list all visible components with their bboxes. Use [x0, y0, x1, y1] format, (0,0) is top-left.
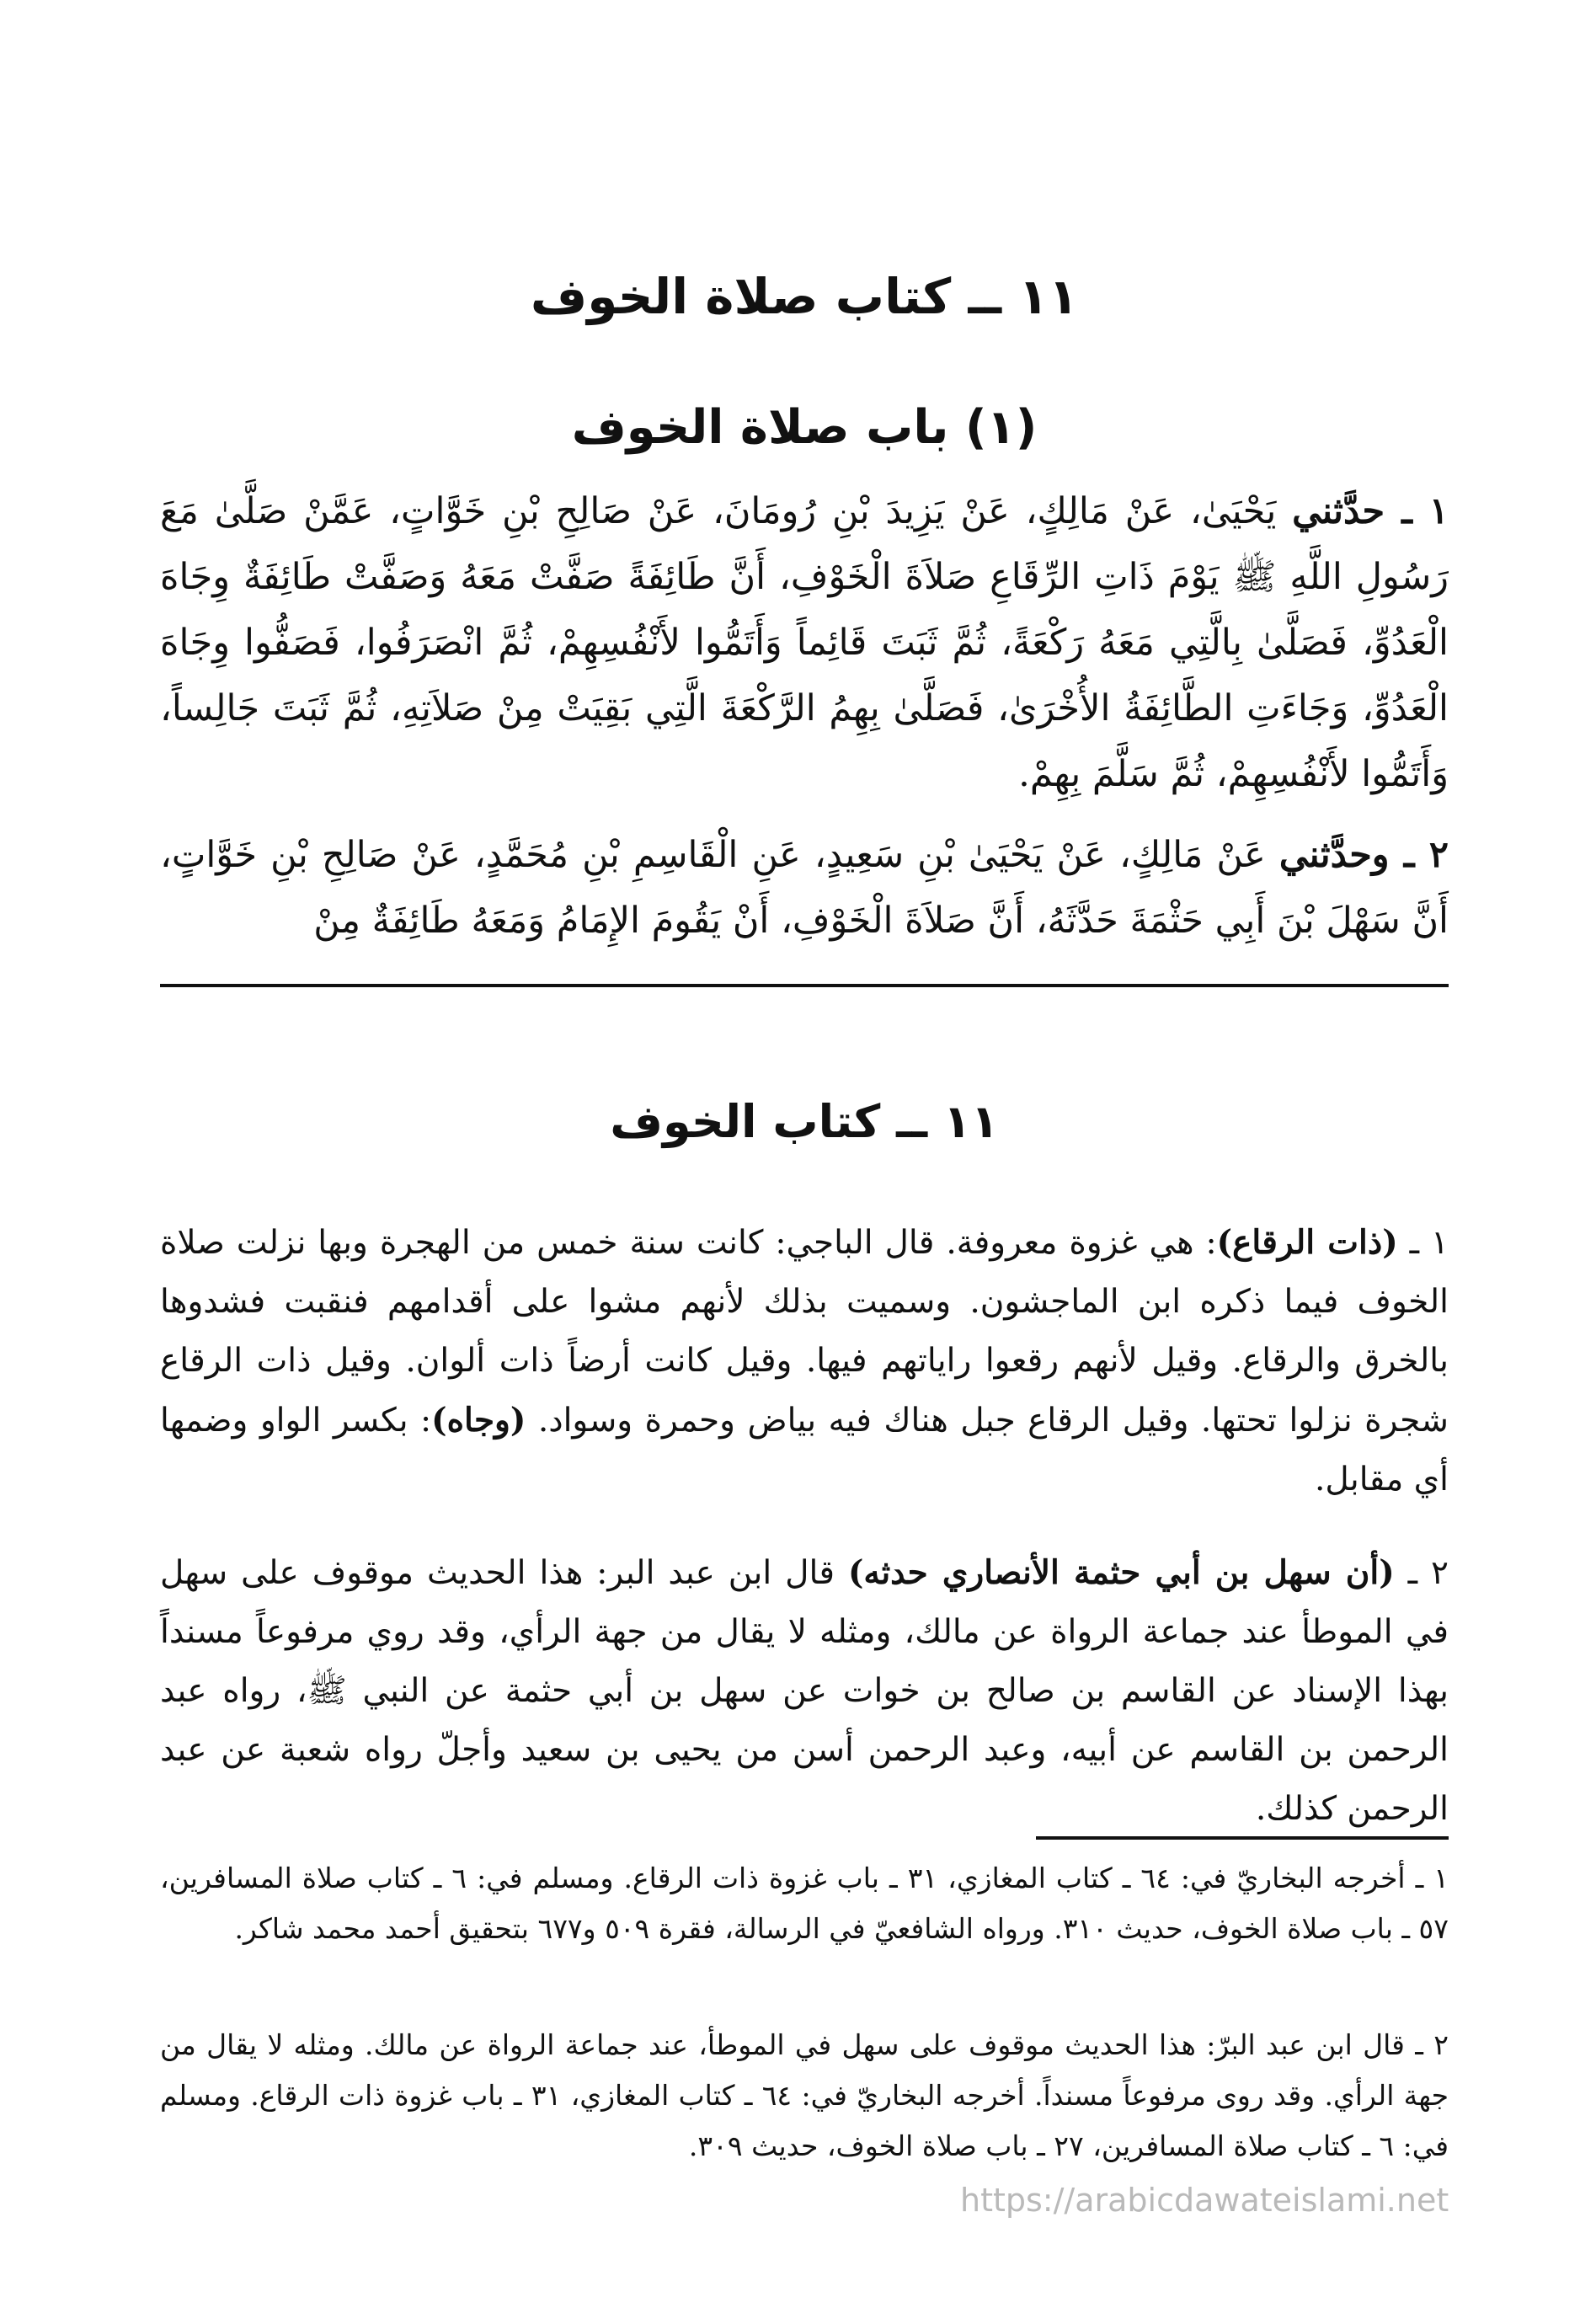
- hadith-lead: ٢ ـ وحدَّثني: [1278, 834, 1449, 876]
- watermark-url: https://arabicdawateislami.net: [960, 2182, 1449, 2219]
- commentary-label: (أن سهل بن أبي حثمة الأنصاري حدثه): [847, 1553, 1395, 1592]
- commentary-paragraph: [160, 1213, 1449, 1509]
- footnote-divider: [1036, 1836, 1449, 1840]
- commentary-text: قال ابن عبد البر: هذا الحديث موقوف على سهل في الموطأ عند جماعة الرواة عن مالك، ومثله لا يقال من جهة الرأي، وقد روي مرفوعاً مسنداً بهذا الإسناد عن القاسم بن صالح بن خوات عن سهل بن أبي حثمة عن النبي ﷺ، رواه عبد الرحمن بن القاسم عن أبيه، وعبد الرحمن أسن من يحيى بن سعيد وأجلّ رواه شعبة عن عبد الرحمن كذلك.: [160, 1554, 1449, 1828]
- commentary-number: ١ ـ: [1397, 1224, 1449, 1262]
- chapter-title: (١) باب صلاة الخوف: [571, 400, 1038, 455]
- hadith-text: يَحْيَىٰ، عَنْ مَالِكٍ، عَنْ يَزِيدَ بْنِ رُومَانَ، عَنْ صَالِحِ بْنِ خَوَّاتٍ، عَمَّنْ صَلَّىٰ مَعَ رَسُولِ اللَّهِ ﷺ يَوْمَ ذَاتِ الرِّقَاعِ صَلاَةَ الْخَوْفِ، أَنَّ طَائِفَةً صَفَّتْ مَعَهُ وَصَفَّتْ طَائِفَةٌ وِجَاهَ الْعَدُوِّ، فَصَلَّىٰ بِالَّتِي مَعَهُ رَكْعَةً، ثُمَّ ثَبَتَ قَائِماً وَأَتَمُّوا لأَنْفُسِهِمْ، ثُمَّ انْصَرَفُوا، فَصَفُّوا وِجَاهَ الْعَدُوِّ، وَجَاءَتِ الطَّائِفَةُ الأُخْرَىٰ، فَصَلَّىٰ بِهِمُ الرَّكْعَةَ الَّتِي بَقِيَتْ مِنْ صَلاَتِهِ، ثُمَّ ثَبَتَ جَالِساً، وَأَتَمُّوا لأَنْفُسِهِمْ، ثُمَّ سَلَّمَ بِهِمْ.: [160, 490, 1449, 795]
- hadith-paragraph: [160, 478, 1449, 807]
- commentary-text: : بكسر الواو وضمها أي مقابل.: [160, 1402, 1449, 1499]
- commentary-label: (وجاه): [431, 1401, 526, 1440]
- commentary-paragraph: [160, 1543, 1449, 1839]
- section-divider: [160, 984, 1449, 987]
- book-title: ١١ ــ كتاب صلاة الخوف: [530, 268, 1079, 325]
- hadith-paragraph: [160, 822, 1449, 954]
- commentary-text: : هي غزوة معروفة. قال الباجي: كانت سنة خمس من الهجرة وبها نزلت صلاة الخوف فيما ذكره ابن الماجشون. وسميت بذلك لأنهم مشوا على أقدامهم فنقبت فشدوها بالخرق والرقاع. وقيل لأنهم رقعوا راياتهم فيها. وقيل كانت أرضاً ذات ألوان. وقيل ذات الرقاع شجرة نزلوا تحتها. وقيل الرقاع جبل هناك فيه بياض وحمرة وسواد.: [160, 1224, 1449, 1440]
- commentary-title: ١١ ــ كتاب الخوف: [610, 1095, 999, 1148]
- commentary-number: ٢ ـ: [1394, 1554, 1449, 1592]
- footnote: ١ ـ أخرجه البخاريّ في: ٦٤ ـ كتاب المغازي، ٣١ ـ باب غزوة ذات الرقاع. ومسلم في: ٦ ـ كتاب صلاة المسافرين، ٥٧ ـ باب صلاة الخوف، حديث ٣١٠. ورواه الشافعيّ في الرسالة، فقرة ٥٠٩ و٦٧٧ بتحقيق أحمد محمد شاكر.: [160, 1862, 1449, 1945]
- hadith-text: عَنْ مَالِكٍ، عَنْ يَحْيَىٰ بْنِ سَعِيدٍ، عَنِ الْقَاسِمِ بْنِ مُحَمَّدٍ، عَنْ صَالِحِ بْنِ خَوَّاتٍ، أَنَّ سَهْلَ بْنَ أَبِي حَثْمَةَ حَدَّثَهُ، أَنَّ صَلاَةَ الْخَوْفِ، أَنْ يَقُومَ الإِمَامُ وَمَعَهُ طَائِفَةٌ مِنْ: [160, 834, 1449, 942]
- hadith-lead: ١ ـ حدَّثني: [1292, 490, 1449, 532]
- commentary-label: (ذات الرقاع): [1216, 1223, 1398, 1262]
- footnote: ٢ ـ قال ابن عبد البرّ: هذا الحديث موقوف على سهل في الموطأ، عند جماعة الرواة عن مالك. ومثله لا يقال من جهة الرأي. وقد روى مرفوعاً مسنداً. أخرجه البخاريّ في: ٦٤ ـ كتاب المغازي، ٣١ ـ باب غزوة ذات الرقاع. ومسلم في: ٦ ـ كتاب صلاة المسافرين، ٢٧ ـ باب صلاة الخوف، حديث ٣٠٩.: [160, 2028, 1449, 2162]
